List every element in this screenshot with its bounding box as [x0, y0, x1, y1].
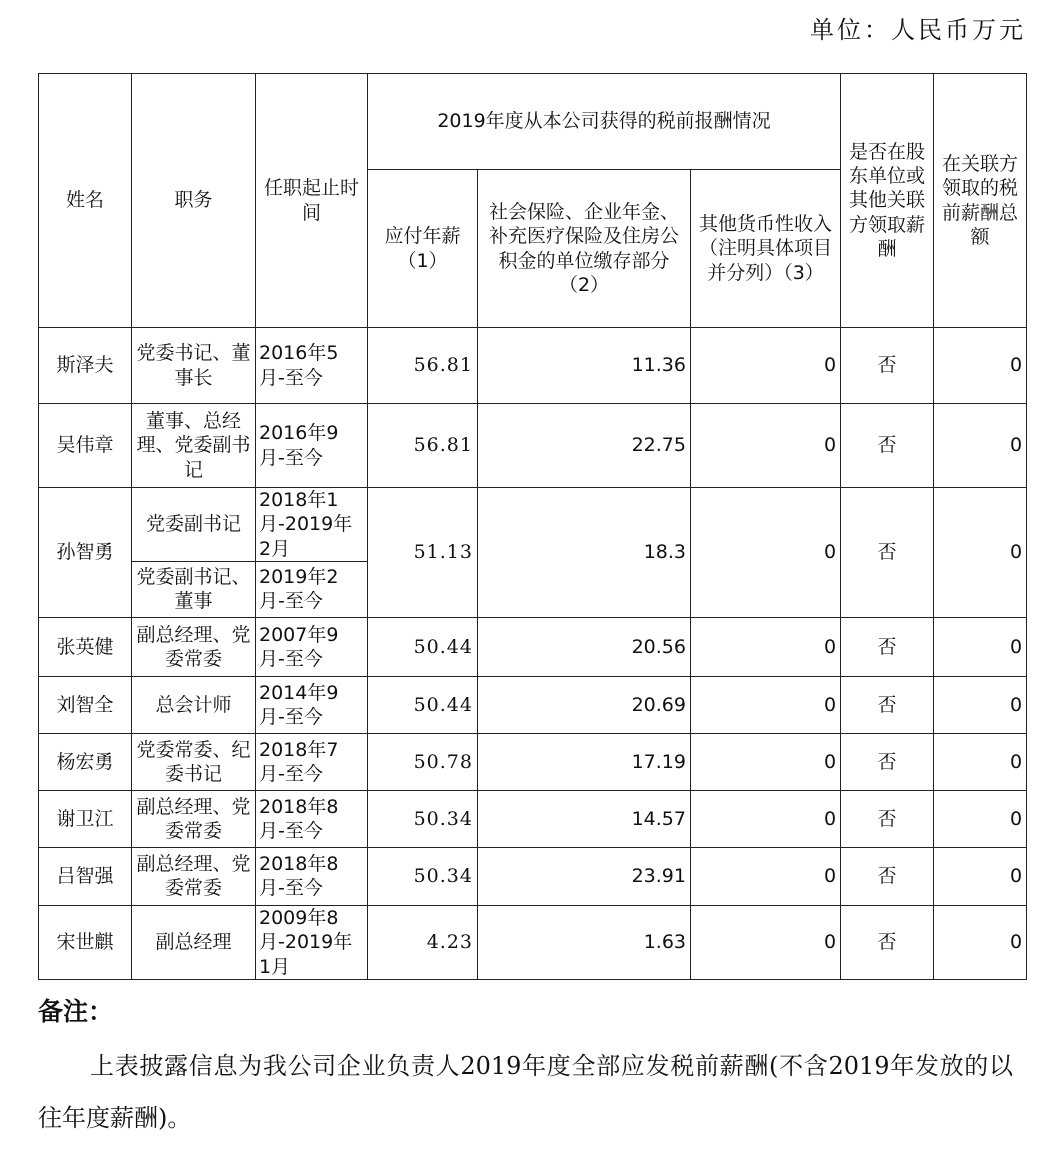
cell-insurance: 22.75	[478, 404, 691, 488]
cell-period: 2019年2月-至今	[256, 561, 368, 617]
cell-related: 0	[934, 733, 1027, 790]
cell-period: 2007年9月-至今	[256, 617, 368, 676]
cell-position: 党委常委、纪委书记	[132, 733, 256, 790]
cell-position: 副总经理、党委常委	[132, 847, 256, 905]
cell-shareholder: 否	[841, 847, 934, 905]
header-position: 职务	[132, 74, 256, 328]
table-row	[39, 790, 1027, 847]
cell-shareholder: 否	[841, 733, 934, 790]
compensation-table	[38, 73, 1027, 980]
cell-period: 2018年7月-至今	[256, 733, 368, 790]
cell-period: 2009年8月-2019年1月	[256, 905, 368, 979]
cell-period: 2016年5月-至今	[256, 328, 368, 404]
header-row	[39, 74, 1027, 170]
table-row	[39, 617, 1027, 676]
cell-insurance: 17.19	[478, 733, 691, 790]
header-name: 姓名	[39, 74, 132, 328]
header-shareholder: 是否在股东单位或其他关联方领取薪酬	[841, 74, 934, 328]
cell-shareholder: 否	[841, 676, 934, 733]
cell-name: 谢卫江	[39, 790, 132, 847]
cell-salary: 4.23	[368, 905, 478, 979]
cell-position: 总会计师	[132, 676, 256, 733]
cell-related: 0	[934, 847, 1027, 905]
cell-position: 党委副书记、董事	[132, 561, 256, 617]
cell-period: 2014年9月-至今	[256, 676, 368, 733]
table-row	[39, 847, 1027, 905]
cell-salary: 56.81	[368, 404, 478, 488]
cell-related: 0	[934, 404, 1027, 488]
cell-position: 副总经理、党委常委	[132, 790, 256, 847]
cell-insurance: 1.63	[478, 905, 691, 979]
cell-name: 杨宏勇	[39, 733, 132, 790]
cell-name: 孙智勇	[39, 488, 132, 618]
cell-related: 0	[934, 905, 1027, 979]
cell-other: 0	[691, 733, 841, 790]
cell-name: 吕智强	[39, 847, 132, 905]
header-related: 在关联方领取的税前薪酬总额	[934, 74, 1027, 328]
cell-salary: 51.13	[368, 488, 478, 618]
cell-other: 0	[691, 328, 841, 404]
cell-name: 刘智全	[39, 676, 132, 733]
cell-salary: 50.34	[368, 790, 478, 847]
cell-period: 2016年9月-至今	[256, 404, 368, 488]
header-period: 任职起止时间	[256, 74, 368, 328]
cell-salary: 50.44	[368, 617, 478, 676]
cell-position: 党委副书记	[132, 488, 256, 562]
unit-label: 单位：人民币万元	[810, 16, 1026, 44]
note-title: 备注：	[38, 997, 114, 1026]
cell-salary: 56.81	[368, 328, 478, 404]
table-row	[39, 488, 1027, 562]
cell-name: 吴伟章	[39, 404, 132, 488]
cell-insurance: 18.3	[478, 488, 691, 618]
cell-related: 0	[934, 790, 1027, 847]
cell-related: 0	[934, 328, 1027, 404]
cell-other: 0	[691, 847, 841, 905]
cell-period: 2018年8月-至今	[256, 790, 368, 847]
cell-insurance: 14.57	[478, 790, 691, 847]
cell-insurance: 20.56	[478, 617, 691, 676]
cell-related: 0	[934, 676, 1027, 733]
cell-shareholder: 否	[841, 617, 934, 676]
cell-shareholder: 否	[841, 488, 934, 618]
cell-other: 0	[691, 790, 841, 847]
header-group: 2019年度从本公司获得的税前报酬情况	[368, 74, 841, 170]
cell-name: 宋世麒	[39, 905, 132, 979]
cell-other: 0	[691, 676, 841, 733]
table-row	[39, 404, 1027, 488]
cell-insurance: 20.69	[478, 676, 691, 733]
cell-related: 0	[934, 617, 1027, 676]
cell-position: 党委书记、董事长	[132, 328, 256, 404]
cell-salary: 50.44	[368, 676, 478, 733]
cell-related: 0	[934, 488, 1027, 618]
cell-shareholder: 否	[841, 404, 934, 488]
cell-position: 副总经理、党委常委	[132, 617, 256, 676]
cell-other: 0	[691, 617, 841, 676]
note-text: 上表披露信息为我公司企业负责人2019年度全部应发税前薪酬(不含2019年发放的以往年度薪酬)。	[38, 1052, 1013, 1132]
cell-position: 副总经理	[132, 905, 256, 979]
cell-other: 0	[691, 488, 841, 618]
cell-period: 2018年1月-2019年2月	[256, 488, 368, 562]
cell-position: 董事、总经理、党委副书记	[132, 404, 256, 488]
cell-salary: 50.34	[368, 847, 478, 905]
cell-salary: 50.78	[368, 733, 478, 790]
table-row	[39, 328, 1027, 404]
cell-other: 0	[691, 905, 841, 979]
cell-shareholder: 否	[841, 790, 934, 847]
table-row	[39, 905, 1027, 979]
cell-name: 斯泽夫	[39, 328, 132, 404]
table-row	[39, 733, 1027, 790]
header-col3: 其他货币性收入（注明具体项目并分列）（3）	[691, 170, 841, 328]
header-col1: 应付年薪（1）	[368, 170, 478, 328]
header-col2: 社会保险、企业年金、补充医疗保险及住房公积金的单位缴存部分（2）	[478, 170, 691, 328]
cell-shareholder: 否	[841, 905, 934, 979]
table-row	[39, 676, 1027, 733]
cell-shareholder: 否	[841, 328, 934, 404]
cell-name: 张英健	[39, 617, 132, 676]
cell-insurance: 23.91	[478, 847, 691, 905]
cell-period: 2018年8月-至今	[256, 847, 368, 905]
cell-other: 0	[691, 404, 841, 488]
cell-insurance: 11.36	[478, 328, 691, 404]
